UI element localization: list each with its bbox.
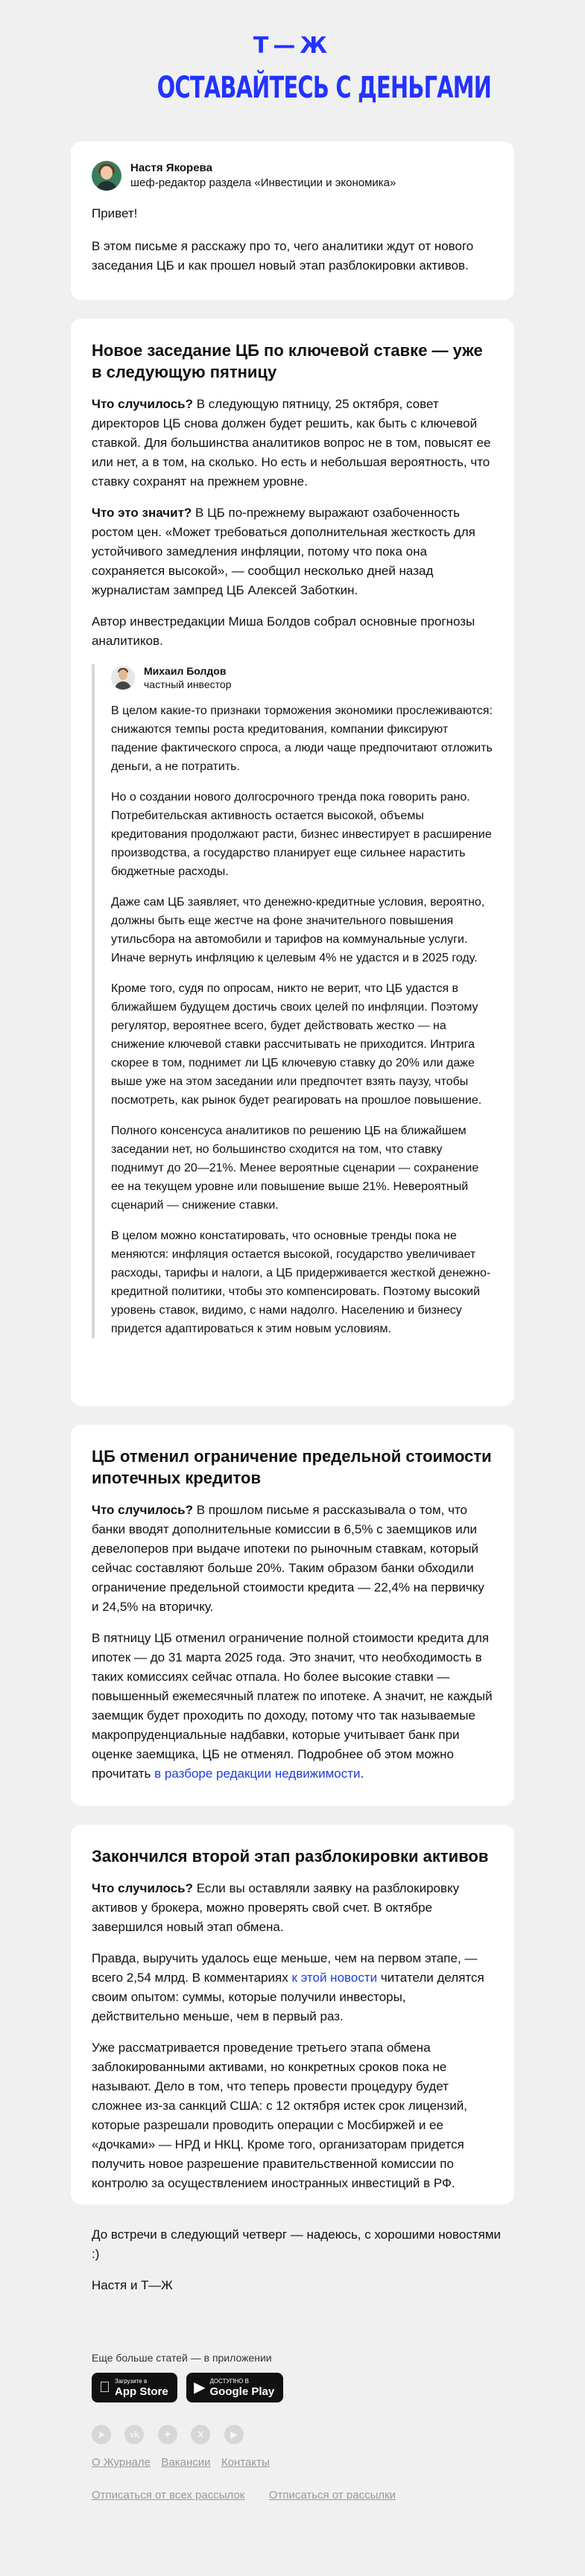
quote-author-avatar <box>111 666 135 690</box>
what-means-text: В ЦБ по-прежнему выражают озабоченность ростом цен. «Может требоваться дополнительная жесткость для устойчивого замедления инфляции, потому что пока она сохраняется высокой», — сообщил несколько дней назад журналистам зампред ЦБ Алексей Заботкин. <box>92 506 475 597</box>
assets-results <box>92 1949 493 2026</box>
what-happened-text: В следующую пятницу, 25 октября, совет директоров ЦБ снова должен будет решить, как быть с ключевой ставкой. Для большинства аналитиков вопрос не в том, повысят ее или нет, а в том, на сколько. Но есть и небольшая вероятность, что ставку сохранят на прежнем уровне. <box>92 397 491 489</box>
header <box>0 0 585 133</box>
quote-author-role: частный инвестор <box>144 678 232 690</box>
real-estate-review-link[interactable]: в разборе редакции недвижимости <box>154 1766 361 1781</box>
google-play-small: ДОСТУПНО В <box>198 2377 238 2385</box>
intro-card <box>71 141 514 300</box>
youtube-icon[interactable]: ▶ <box>224 2425 244 2444</box>
what-happened-label: Что случилось? <box>92 1503 193 1517</box>
news-link[interactable]: к этой новости <box>291 1971 378 1985</box>
mortgage-title: ЦБ отменил ограничение предельной стоимости ипотечных кредитов <box>92 1447 492 1487</box>
social-icons <box>92 2425 509 2444</box>
quote-paragraph: Даже сам ЦБ заявляет, что денежно-кредитные условия, вероятно, должны быть еще жестче на фоне значительного повышения утильсбора на автомобили и тарифов на коммунальные услуги. Иначе вернуть инфляцию к целевым 4% не удастся и в 2025 году. <box>111 896 485 964</box>
mortgage-details-text: В пятницу ЦБ отменил ограничение полной стоимости кредита для ипотек — до 31 марта 2025 года. Это значит, что необходимость в таких комиссиях сейчас отпала. Но более высокие ставки — повышенный ежемесячный платеж по ипотеке. А значит, не каждый заемщик будет проходить по доходу, потому что так называемые макропруденциальные надбавки, которые учитывает банк при оценке заемщика, ЦБ не отменял. Подробнее об этом можно прочитать <box>92 1631 493 1781</box>
key-rate-card <box>71 319 514 1406</box>
closing <box>92 2225 509 2295</box>
what-means-label: Что это значит? <box>92 506 192 520</box>
assets-title: Закончился второй этап разблокировки активов <box>92 1847 489 1866</box>
footer-links <box>92 2456 509 2470</box>
what-happened-text: В прошлом письме я рассказывала о том, что банки вводят дополнительные комиссии в 6,5% с заемщиков или девелоперов при выдаче ипотеки по рыночным ставкам, который сейчас составляют больше 20%. Таким образом банки обходили ограничение предельной стоимости кредита — 22,4% на первичку и 24,5% на вторичку. <box>92 1503 484 1614</box>
author-name: Настя Якорева <box>130 162 212 174</box>
unsubscribe-all-link[interactable]: Отписаться от всех рассылок <box>92 2489 245 2502</box>
unsubscribe-link[interactable]: Отписаться от рассылки <box>268 2489 396 2502</box>
app-store-label: App Store <box>104 2385 157 2398</box>
quote-paragraph: Полного консенсуса аналитиков по решению ЦБ на ближайшем заседании нет, но большинство сходится на том, что ставку поднимут до 20—21%. Менее вероятные сценарии — сохранение ее на текущем уровне или повышение выше 21%. Невероятный сценарий — снижение ставки. <box>111 1125 479 1212</box>
app-store-small: Загрузите в <box>104 2377 136 2385</box>
footer <box>92 2350 509 2502</box>
quote-author-name: Михаил Болдов <box>144 665 227 677</box>
vacancies-link[interactable]: Вакансии <box>161 2456 211 2469</box>
unsubscribe-links <box>92 2489 509 2502</box>
assets-what-happened <box>92 1879 493 1937</box>
google-play-label: Google Play <box>198 2385 264 2398</box>
dzen-icon[interactable]: ✦ <box>158 2425 177 2444</box>
assets-results-text: Правда, выручить удалось еще меньше, чем на первом этапе, — всего 2,54 млрд. В комментариях <box>92 1951 478 1985</box>
assets-unblocking-card <box>71 1825 514 2204</box>
key-rate-what-means <box>92 503 493 600</box>
quote-author <box>111 664 493 691</box>
what-happened-text: Если вы оставляли заявку на разблокировку активов у брокера, можно проверять свой счет. В октябре завершился новый этап обмена. <box>92 1881 460 1934</box>
assets-third-stage: Уже рассматривается проведение третьего этапа обмена заблокированными активами, но конкретных сроков пока не называют. Дело в том, что теперь провести процедуру будет сложнее из-за санкций США: с 12 октября истек срок лицензий, которые разрешали проводить операции с Мосбиржей и ее «дочками» — НРД и НКЦ. Кроме того, организаторам придется получить новое разрешение правительственной комиссии по контролю за осуществлением иностранных инвестиций в РФ. <box>92 2041 468 2190</box>
newsletter-banner: ОСТАВАЙТЕСЬ С ДЕНЬГАМИ <box>156 71 492 105</box>
telegram-icon[interactable]: ➤ <box>92 2425 111 2444</box>
quote-paragraph: В целом какие-то признаки торможения экономики прослеживаются: снижаются темпы роста кредитования, компании фиксируют падение фактического спроса, а люди чаще предпочитают отложить деньги, а не потратить. <box>111 705 493 773</box>
about-link[interactable]: О Журнале <box>92 2456 151 2469</box>
analyst-quote <box>92 664 493 1338</box>
mortgage-details <box>92 1629 493 1784</box>
forecast-intro: Автор инвестредакции Миша Болдов собрал основные прогнозы аналитиков. <box>92 614 475 648</box>
closing-text: До встречи в следующий четверг — надеюсь, с хорошими новостями :) <box>92 2227 502 2261</box>
x-icon[interactable]: X <box>191 2425 210 2444</box>
mortgage-card <box>71 1425 514 1806</box>
apple-icon <box>99 2373 110 2402</box>
period: . <box>360 1766 364 1781</box>
key-rate-title: Новое заседание ЦБ по ключевой ставке — уже в следующую пятницу <box>92 341 483 381</box>
quote-paragraph: Но о создании нового долгосрочного тренда пока говорить рано. Потребительская активность остается высокой, объемы кредитования продолжают расти, бизнес инвестирует в расширение производства, а государство планирует еще сильнее нарастить бюджетные расходы. <box>111 791 492 878</box>
greeting: Привет! <box>92 206 138 220</box>
contacts-link[interactable]: Контакты <box>221 2456 270 2469</box>
author-block <box>92 161 493 191</box>
tzh-logo[interactable]: Т—Ж <box>253 33 332 59</box>
assets-results-text-end: читатели делятся своим опытом: суммы, которые получили инвесторы, действительно меньше, чем в первый раз. <box>92 1971 484 2023</box>
what-happened-label: Что случилось? <box>92 397 193 411</box>
google-play-button[interactable] <box>183 2373 283 2402</box>
quote-paragraph: В целом можно констатировать, что основные тренды пока не меняются: инфляция остается высокой, государство увеличивает расходы, тарифы и налоги, а ЦБ придерживается жесткой денежно-кредитной политики, чтобы это компенсировать. Поэтому высокий уровень ставок, видимо, с нами надолго. Населению и бизнесу придется адаптироваться к этим новым условиям. <box>111 1230 491 1335</box>
signature: Настя и Т—Ж <box>92 2278 173 2292</box>
mortgage-what-happened <box>92 1501 493 1617</box>
author-role: шеф-редактор раздела «Инвестиции и экономика» <box>130 176 396 189</box>
author-avatar <box>92 161 121 191</box>
intro-text: В этом письме я расскажу про то, чего аналитики ждут от нового заседания ЦБ и как прошел новый этап разблокировки активов. <box>92 239 474 273</box>
what-happened-label: Что случилось? <box>92 1881 193 1895</box>
app-store-button[interactable] <box>92 2373 177 2402</box>
key-rate-what-happened <box>92 395 493 492</box>
store-badges <box>92 2373 509 2402</box>
apps-text: Еще больше статей — в приложении <box>92 2352 272 2364</box>
vk-icon[interactable]: vk <box>124 2425 144 2444</box>
google-play-icon: ▶ <box>183 2379 195 2396</box>
quote-paragraph: Кроме того, судя по опросам, никто не верит, что ЦБ удастся в ближайшем будущем достичь своих целей по инфляции. Поэтому регулятор, вероятнее всего, будет действовать жестко — на снижение ключевой ставки рассчитывать не приходится. Интрига скорее в том, поднимет ли ЦБ ключевую ставку до 20% или даже выше уже на этом заседании или предпочтет взять паузу, чтобы посмотреть, как рынок будет реагировать на прошлое повышение. <box>111 982 482 1107</box>
